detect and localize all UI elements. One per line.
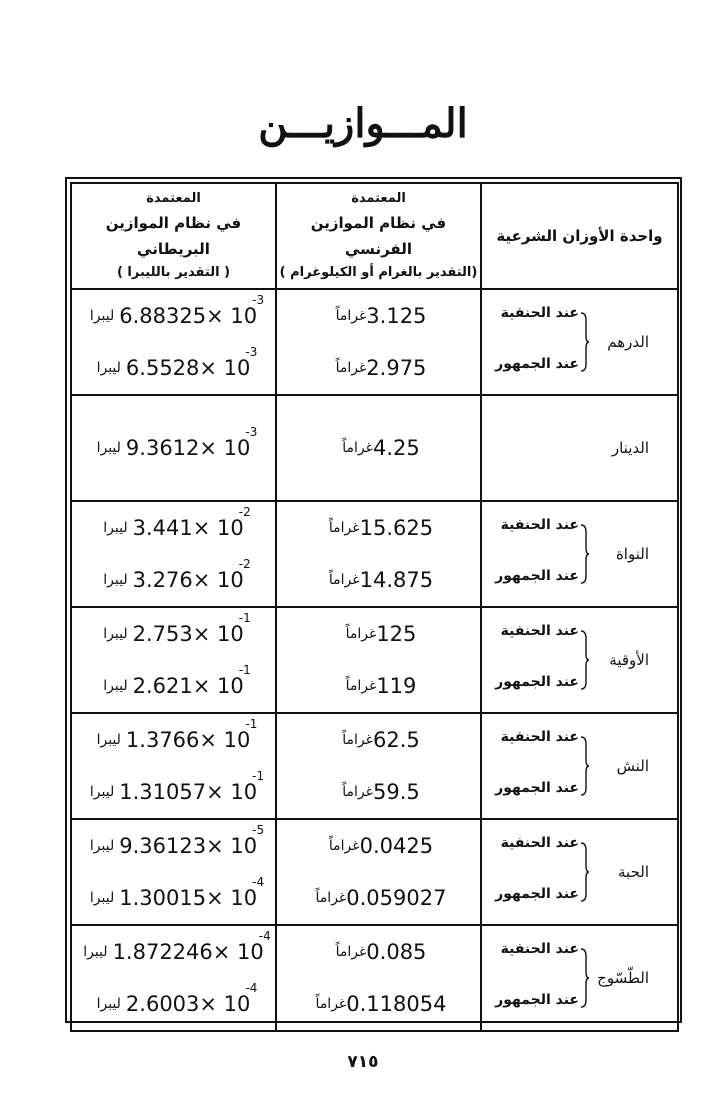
gram-amount: 3.125 — [366, 304, 427, 328]
hanafi-label: عند الحنفية — [500, 729, 579, 745]
unit-name: الدرهم — [607, 333, 649, 351]
weights-table-frame — [65, 177, 682, 1023]
times-ten: × 10 — [199, 992, 251, 1016]
lira-unit: ليبرا — [103, 626, 128, 642]
unit-name: الحبة — [618, 863, 649, 881]
table-row — [71, 395, 678, 501]
table-row — [71, 713, 678, 819]
french-value — [277, 290, 480, 342]
mantissa: 6.88325 — [119, 304, 207, 328]
mantissa: 1.3766 — [125, 728, 200, 752]
exponent: -2 — [238, 505, 251, 519]
times-ten: × 10 — [192, 516, 244, 540]
lira-unit: ليبرا — [96, 440, 121, 456]
french-cell — [276, 925, 481, 1031]
power-of-ten — [206, 293, 265, 328]
unit-name: الطّسّوج — [597, 969, 649, 987]
exponent: -5 — [252, 823, 265, 837]
french-value — [277, 554, 480, 606]
power-of-ten — [206, 769, 265, 804]
lira-unit: ليبرا — [96, 360, 121, 376]
unit-cell — [481, 713, 678, 819]
header-unit-label: واحدة الأوزان الشرعية — [496, 227, 663, 245]
french-cell — [276, 395, 481, 501]
times-ten: × 10 — [192, 674, 244, 698]
french-cell — [276, 819, 481, 925]
jumhur-label: عند الجمهور — [495, 992, 579, 1008]
power-of-ten — [192, 505, 251, 540]
jumhur-label: عند الجمهور — [495, 780, 579, 796]
table-row — [71, 819, 678, 925]
british-value — [72, 978, 275, 1030]
times-ten: × 10 — [199, 728, 251, 752]
exponent: -4 — [258, 929, 271, 943]
lira-unit: ليبرا — [89, 890, 115, 906]
gram-unit: غراماً — [328, 520, 360, 536]
times-ten: × 10 — [192, 622, 244, 646]
british-value — [72, 766, 275, 818]
british-value — [72, 926, 275, 978]
gram-amount: 2.975 — [366, 356, 427, 380]
mantissa: 9.36123 — [119, 834, 207, 858]
unit-cell — [481, 501, 678, 607]
gram-unit: غراماً — [335, 308, 367, 324]
hanafi-label: عند الحنفية — [500, 517, 579, 533]
british-cell — [71, 289, 276, 395]
table-row — [71, 289, 678, 395]
gram-unit: غراماً — [342, 784, 373, 800]
times-ten: × 10 — [206, 886, 258, 910]
header-unit — [481, 183, 678, 289]
gram-unit: غراماً — [315, 890, 347, 906]
gram-unit: غراماً — [342, 440, 373, 456]
gram-amount: 4.25 — [372, 436, 420, 460]
unit-cell — [481, 607, 678, 713]
power-of-ten — [206, 823, 265, 858]
weights-table — [70, 182, 679, 1032]
jumhur-label: عند الجمهور — [495, 674, 579, 690]
unit-cell — [481, 395, 678, 501]
gram-amount: 14.875 — [359, 568, 434, 592]
french-cell — [276, 501, 481, 607]
times-ten: × 10 — [212, 940, 264, 964]
header-french-line2: في نظام الموازين الفرنسي — [310, 214, 447, 258]
gram-amount: 0.059027 — [346, 886, 447, 910]
gram-unit: غراماً — [342, 732, 373, 748]
jumhur-label: عند الجمهور — [495, 356, 579, 372]
unit-cell — [481, 819, 678, 925]
british-value — [72, 820, 275, 872]
power-of-ten — [199, 717, 258, 752]
lira-unit: ليبرا — [83, 944, 108, 960]
header-french — [276, 183, 481, 289]
lira-unit: ليبرا — [89, 838, 115, 854]
french-value — [277, 978, 480, 1030]
british-cell — [71, 607, 276, 713]
unit-name: الدينار — [611, 439, 649, 457]
lira-unit: ليبرا — [96, 732, 121, 748]
mantissa: 1.31057 — [119, 780, 207, 804]
exponent: -1 — [238, 611, 251, 625]
unit-cell — [481, 925, 678, 1031]
lira-unit: ليبرا — [89, 784, 115, 800]
power-of-ten — [192, 611, 251, 646]
french-value — [277, 872, 480, 924]
exponent: -1 — [252, 769, 265, 783]
gram-amount: 125 — [376, 622, 417, 646]
british-cell — [71, 501, 276, 607]
mantissa: 3.276 — [132, 568, 193, 592]
brace-icon — [579, 948, 589, 1008]
mantissa: 3.441 — [132, 516, 193, 540]
british-cell — [71, 925, 276, 1031]
french-cell — [276, 607, 481, 713]
header-british-line3: ( التقدير بالليبرا ) — [116, 265, 231, 280]
british-value — [72, 502, 275, 554]
power-of-ten — [212, 929, 271, 964]
header-french-line1: المعتمدة — [351, 191, 406, 206]
brace-icon — [579, 524, 589, 584]
jumhur-label: عند الجمهور — [495, 568, 579, 584]
brace-icon — [579, 312, 589, 372]
power-of-ten — [199, 425, 258, 460]
power-of-ten — [206, 875, 265, 910]
table-row — [71, 925, 678, 1031]
lira-unit: ليبرا — [103, 678, 128, 694]
british-value — [72, 290, 275, 342]
british-value — [72, 872, 275, 924]
gram-unit: غراماً — [328, 838, 360, 854]
hanafi-label: عند الحنفية — [500, 941, 579, 957]
power-of-ten — [192, 557, 251, 592]
header-british-line1: المعتمدة — [146, 191, 201, 206]
british-cell — [71, 395, 276, 501]
header-row — [71, 183, 678, 289]
unit-name: النواة — [615, 545, 649, 563]
french-value — [277, 660, 480, 712]
times-ten: × 10 — [192, 568, 244, 592]
french-value — [277, 342, 480, 394]
unit-name: الأوقية — [609, 651, 649, 669]
mantissa: 1.30015 — [119, 886, 207, 910]
exponent: -3 — [245, 425, 258, 439]
gram-amount: 59.5 — [372, 780, 420, 804]
british-value — [72, 396, 275, 500]
exponent: -4 — [252, 875, 265, 889]
brace-icon — [579, 630, 589, 690]
table-row — [71, 501, 678, 607]
power-of-ten — [199, 981, 258, 1016]
french-value — [277, 926, 480, 978]
french-value — [277, 820, 480, 872]
gram-amount: 15.625 — [359, 516, 434, 540]
french-value — [277, 502, 480, 554]
gram-amount: 62.5 — [372, 728, 420, 752]
hanafi-label: عند الحنفية — [500, 623, 579, 639]
gram-amount: 0.118054 — [346, 992, 447, 1016]
times-ten: × 10 — [199, 436, 251, 460]
lira-unit: ليبرا — [103, 572, 128, 588]
mantissa: 6.5528 — [125, 356, 200, 380]
exponent: -1 — [245, 717, 258, 731]
gram-amount: 119 — [376, 674, 417, 698]
times-ten: × 10 — [206, 780, 258, 804]
gram-unit: غراماً — [335, 944, 367, 960]
mantissa: 9.3612 — [125, 436, 200, 460]
exponent: -1 — [238, 663, 251, 677]
mantissa: 2.621 — [132, 674, 193, 698]
hanafi-label: عند الحنفية — [500, 305, 579, 321]
british-value — [72, 714, 275, 766]
gram-unit: غراماً — [335, 360, 367, 376]
exponent: -3 — [252, 293, 265, 307]
header-british-line2: في نظام الموازين البريطاني — [105, 214, 242, 258]
exponent: -3 — [245, 345, 258, 359]
exponent: -2 — [238, 557, 251, 571]
hanafi-label: عند الحنفية — [500, 835, 579, 851]
gram-unit: غراماً — [345, 626, 377, 642]
brace-icon — [579, 842, 589, 902]
british-cell — [71, 819, 276, 925]
gram-unit: غراماً — [328, 572, 360, 588]
british-value — [72, 660, 275, 712]
french-cell — [276, 289, 481, 395]
mantissa: 2.6003 — [125, 992, 200, 1016]
exponent: -4 — [245, 981, 258, 995]
mantissa: 1.872246 — [112, 940, 213, 964]
jumhur-label: عند الجمهور — [495, 886, 579, 902]
british-cell — [71, 713, 276, 819]
table-row — [71, 607, 678, 713]
times-ten: × 10 — [199, 356, 251, 380]
brace-icon — [579, 736, 589, 796]
power-of-ten — [199, 345, 258, 380]
british-value — [72, 342, 275, 394]
header-british — [71, 183, 276, 289]
gram-amount: 0.085 — [366, 940, 427, 964]
gram-amount: 0.0425 — [359, 834, 434, 858]
gram-unit: غراماً — [345, 678, 377, 694]
british-value — [72, 608, 275, 660]
french-cell — [276, 713, 481, 819]
header-french-line3: (التقدير بالغرام أو الكيلوغرام ) — [279, 265, 478, 280]
times-ten: × 10 — [206, 304, 258, 328]
gram-unit: غراماً — [315, 996, 347, 1012]
power-of-ten — [192, 663, 251, 698]
page-title: المـــوازيـــن — [258, 100, 468, 147]
french-value — [277, 396, 480, 500]
unit-cell — [481, 289, 678, 395]
french-value — [277, 608, 480, 660]
times-ten: × 10 — [206, 834, 258, 858]
unit-name: النش — [616, 757, 649, 775]
lira-unit: ليبرا — [96, 996, 121, 1012]
lira-unit: ليبرا — [103, 520, 128, 536]
mantissa: 2.753 — [132, 622, 193, 646]
british-value — [72, 554, 275, 606]
lira-unit: ليبرا — [89, 308, 115, 324]
french-value — [277, 714, 480, 766]
page-number: ٧١٥ — [347, 1052, 379, 1072]
french-value — [277, 766, 480, 818]
